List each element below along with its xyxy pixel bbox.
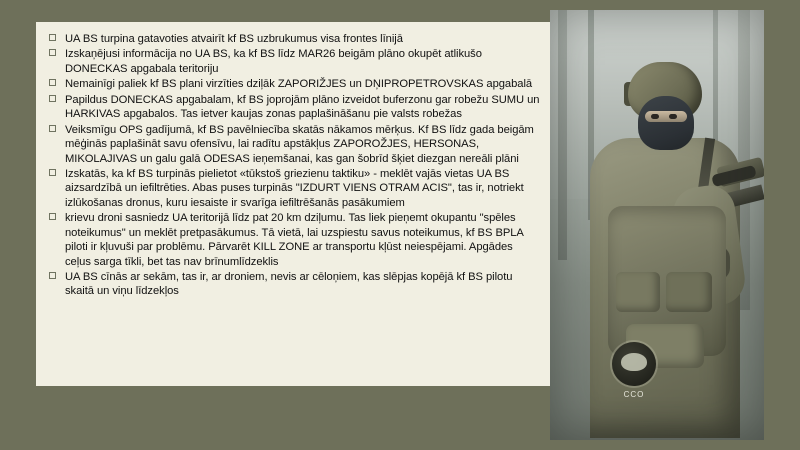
bullet-text: Izskaņējusi informācija no UA BS, ka kf BS līdz MAR26 beigām plāno okupēt atlikušo DONECKAS apgabala teritoriju <box>65 48 482 75</box>
bullet-text: krievu droni sasniedz UA teritorijā līdz pat 20 km dziļumu. Tas liek pieņemt okupantu "spēles noteikumus" un meklēt pretpasākumus. Tā vietā, lai uzspiestu savus noteikumus, kf BS BPLA piloti ir kļuvuši par problēmu. Pārvarēt KILL ZONE ar transportu kļūst neiespējami. Apgādes ceļus sarga tīkli, bet tas nav brīnumlīdzeklis <box>65 212 524 268</box>
list-item <box>48 77 540 91</box>
patch-emblem <box>621 353 647 371</box>
vest-pouch <box>616 272 660 312</box>
bullet-text: Nemainīgi paliek kf BS plani virzīties dziļāk ZAPORIŽJES un DŅIPROPETROVSKAS apgabalā <box>65 78 533 91</box>
list-item <box>48 167 540 210</box>
bullet-marker-icon <box>49 49 56 56</box>
unit-patch-icon <box>612 342 656 399</box>
list-item <box>48 123 540 166</box>
goggles <box>645 111 687 122</box>
bullet-list <box>48 32 540 299</box>
vest-pouch <box>666 272 712 312</box>
bullet-marker-icon <box>49 34 56 41</box>
face-mask <box>638 96 694 150</box>
eye-right <box>669 114 677 119</box>
bullet-marker-icon <box>49 125 56 132</box>
bullet-marker-icon <box>49 213 56 220</box>
soldier-figure <box>550 10 764 440</box>
bullet-marker-icon <box>49 95 56 102</box>
eye-left <box>651 114 659 119</box>
bullet-text: Papildus DONECKAS apgabalam, kf BS joprojām plāno izveidot buferzonu gar robežu SUMU un HARKIVAS apgabalos. Tas ietver kaujas zonas paplašināšanu pie valsts robežas <box>65 93 540 121</box>
list-item <box>48 93 540 122</box>
text-panel <box>36 22 550 386</box>
list-item <box>48 47 540 76</box>
list-item <box>48 32 540 46</box>
bullet-marker-icon <box>49 79 56 86</box>
soldier-photo <box>550 10 764 440</box>
bullet-marker-icon <box>49 272 56 279</box>
bullet-text: UA BS cīnās ar sekām, tas ir, ar droniem, nevis ar cēloņiem, kas slēpjas kopējā kf BS pilotu skaitā un viņu līdzekļos <box>65 271 513 298</box>
bullet-marker-icon <box>49 169 56 176</box>
list-item <box>48 270 540 299</box>
bullet-text: Izskatās, ka kf BS turpinās pielietot «tūkstoš griezienu taktiku» - meklēt vajās vietas UA BS aizsardzībā un iefiltrēties. Abas puses turpinās "IZDURT VIENS OTRAM ACIS", tas ir, notriekt izlūkošanas dronus, kuru iesaiste ir svarīga iefiltrēšanās pasākumiem <box>65 167 524 209</box>
list-item <box>48 211 540 269</box>
bullet-text: UA BS turpina gatavoties atvairīt kf BS uzbrukumus visa frontes līnijā <box>65 33 403 45</box>
bullet-text: Veiksmīgu OPS gadījumā, kf BS pavēlniecība skatās nākamos mērķus. Kf BS līdz gada beigām mēģinās paplašināt savu ofensīvu, lai radītu apstākļus ZAPOROŽJES, HERSONAS, MIKOLAJIVAS un galu galā ODESAS ieņemšanai, kas gan šobrīd šķiet diezgan nereāli plāni <box>65 123 534 165</box>
patch-label: CCO <box>623 390 645 399</box>
